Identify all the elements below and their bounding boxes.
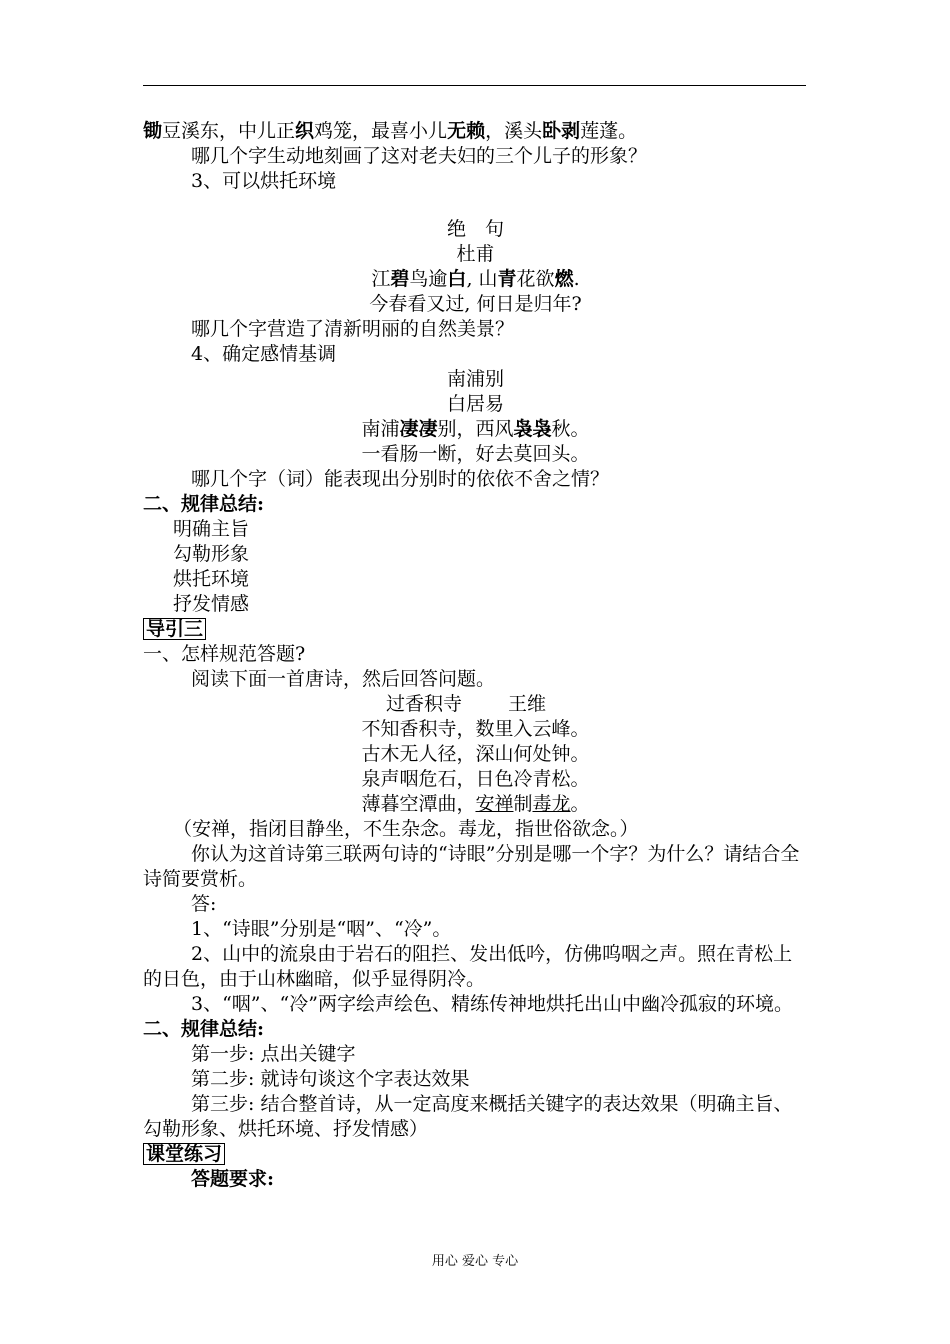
poem-author: 王维	[508, 693, 547, 715]
answer-item: 1、“诗眼”分别是“咽”、“冷”。	[191, 918, 452, 940]
poem-title: 绝 句	[446, 218, 504, 240]
keyword: 锄	[143, 120, 163, 142]
practice-label-box: 课堂练习	[143, 1143, 225, 1165]
section-item: 4、确定感情基调	[191, 343, 337, 365]
annotation-note: （安禅，指闭目静坐，不生杂念。毒龙，指世俗欲念。）	[173, 818, 639, 840]
poem-author: 杜甫	[456, 243, 495, 265]
underlined-term: 安禅	[475, 793, 514, 815]
keyword: 白	[447, 268, 467, 290]
page-footer: 用心 爱心 专心	[431, 1254, 519, 1269]
step-item: 第一步: 点出关键字	[191, 1043, 356, 1065]
text: 鸡笼，最喜小儿	[314, 120, 448, 142]
section-heading: 一、怎样规范答题?	[143, 643, 306, 665]
keyword: 碧	[390, 268, 410, 290]
requirement-heading: 答题要求:	[191, 1168, 275, 1190]
section-item: 3、可以烘托环境	[191, 170, 337, 192]
section-heading: 二、规律总结:	[143, 1018, 265, 1040]
text: 花欲	[516, 268, 555, 290]
text: 秋。	[551, 418, 590, 440]
poem-line: 一看肠一断，好去莫回头。	[361, 443, 590, 465]
keyword: 青	[497, 268, 517, 290]
summary-item: 勾勒形象	[173, 543, 250, 565]
text: ，溪头	[485, 120, 543, 142]
summary-item: 抒发情感	[173, 593, 250, 615]
poem-continuation-line	[143, 119, 808, 144]
document-body	[143, 119, 808, 1192]
instruction-text: 阅读下面一首唐诗，然后回答问题。	[191, 668, 496, 690]
text: , 山	[466, 268, 498, 290]
answer-item: 3、“咽”、“冷”两字绘声绘色、精练传神地烘托出山中幽冷孤寂的环境。	[191, 993, 793, 1015]
underlined-term: 毒龙	[532, 793, 571, 815]
keyword: 袅袅	[513, 418, 552, 440]
text: .	[573, 268, 580, 290]
keyword: 卧剥	[542, 120, 581, 142]
keyword: 织	[295, 120, 315, 142]
text: 薄暮空潭曲，	[361, 793, 476, 815]
poem-title: 南浦别	[446, 368, 504, 390]
text: 豆溪东，中儿正	[162, 120, 296, 142]
keyword: 燃	[554, 268, 574, 290]
poem-line: 今春看又过, 何日是归年?	[369, 293, 582, 315]
poem-line: 不知香积寺，数里入云峰。	[361, 718, 590, 740]
guide-label-row	[143, 617, 808, 642]
question-text: 你认为这首诗第三联两句诗的“诗眼”分别是哪一个字？为什么？请结合全诗简要赏析。	[143, 843, 800, 890]
answer-item: 2、山中的流泉由于岩石的阻拦、发出低吟，仿佛呜咽之声。照在青松上的日色，由于山林幽暗，似乎显得阴冷。	[143, 943, 793, 990]
keyword: 无赖	[447, 120, 486, 142]
poem-author: 白居易	[446, 393, 504, 415]
text: 别，西风	[437, 418, 514, 440]
step-item: 第三步: 结合整首诗，从一定高度来概括关键字的表达效果（明确主旨、勾勒形象、烘托环境、抒发情感）	[143, 1093, 793, 1140]
poem-title: 过香积寺	[386, 693, 463, 715]
text: 。	[570, 793, 590, 815]
poem-line: 古木无人径，深山何处钟。	[361, 743, 590, 765]
poem-line	[143, 267, 808, 292]
poem-line	[143, 417, 808, 442]
answer-label: 答:	[191, 893, 217, 915]
text: 南浦	[361, 418, 400, 440]
question-text: 哪几个字营造了清新明丽的自然美景？	[191, 318, 515, 340]
text: 制	[513, 793, 533, 815]
text: 江	[371, 268, 391, 290]
text: 莲蓬。	[580, 120, 638, 142]
poem-heading	[143, 692, 808, 717]
keyword: 凄凄	[399, 418, 438, 440]
poem-line: 泉声咽危石，日色冷青松。	[361, 768, 590, 790]
step-item: 第二步: 就诗句谈这个字表达效果	[191, 1068, 470, 1090]
summary-item: 烘托环境	[173, 568, 250, 590]
question-text: 哪几个字（词）能表现出分别时的依依不舍之情？	[191, 468, 610, 490]
summary-item: 明确主旨	[173, 518, 250, 540]
text: 鸟逾	[409, 268, 448, 290]
poem-line	[143, 792, 808, 817]
section-heading: 二、规律总结:	[143, 493, 265, 515]
practice-label-row	[143, 1142, 808, 1167]
question-text: 哪几个字生动地刻画了这对老夫妇的三个儿子的形象？	[191, 145, 648, 167]
guide-label-box: 导引三	[143, 618, 206, 640]
header-rule	[143, 85, 806, 86]
